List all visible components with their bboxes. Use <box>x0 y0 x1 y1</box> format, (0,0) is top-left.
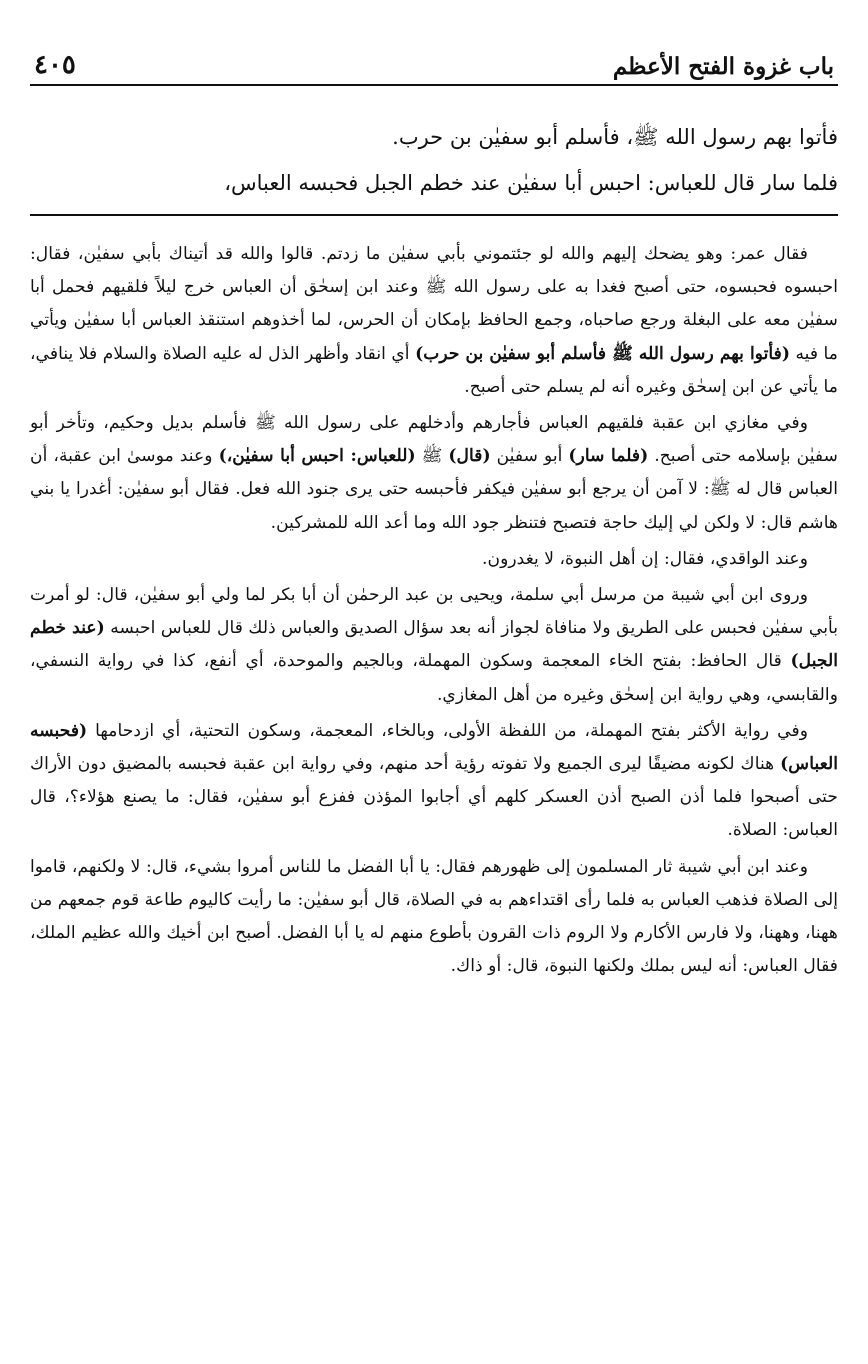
text-run: أبو سفيٰن <box>490 446 569 467</box>
quoted-text: (للعباس: احبس أبا سفيٰن،) <box>218 446 416 467</box>
quoted-text: (قال) <box>448 446 491 467</box>
text-run: أي انقاد وأظهر الذل له عليه الصلاة والسلام فلا ينافي، ما يأتي عن ابن إسحٰق وغيره أنه لم يسلم حتى أصبح. <box>30 343 838 397</box>
commentary-paragraph <box>30 238 838 404</box>
text-run: وروى ابن أبي شيبة من مرسل أبي سلمة، ويحيى بن عبد الرحمٰن أن أبا بكر لما ولي أبو سفيٰن، قال: لو أمرت بأبي سفيٰن فحبس على الطريق ولا منافاة لجواز أنه بعد سؤال الصديق والعباس ذلك قال للعباس احبسه <box>30 585 839 639</box>
commentary <box>30 238 838 983</box>
text-run: فقال عمر: وهو يضحك إليهم والله لو جئتموني بأبي سفيٰن ما زدتم. قالوا والله قد أتيناك بأبي سفيٰن، فقال: احبسوه فحبسوه، حتى أصبح فغدا به على رسول الله ﷺ وعند ابن إسحٰق أن العباس خرج ليلاً فلقيهم فحمل أبا سفيٰن معه على البغلة ورجع صاحباه، وجمع الحافظ بإمكان أن الحرس، لما أخذوهم استنقذ العباس أبا سفيٰن ويأتي ما فيه <box>30 244 838 364</box>
chapter-title: باب غزوة الفتح الأعظم <box>612 53 834 80</box>
commentary-paragraph: وعند الواقدي، فقال: إن أهل النبوة، لا يغدرون. <box>482 548 808 569</box>
commentary-paragraph <box>30 715 838 848</box>
main-text-line: فأتوا بهم رسول الله ﷺ، فأسلم أبو سفيٰن بن حرب. <box>392 125 838 149</box>
commentary-paragraph <box>30 579 838 712</box>
quoted-text: (فحبسه العباس) <box>30 720 838 775</box>
text-run: وعند موسىٰ ابن عقبة، أن العباس قال له ﷺ: لا آمن أن يرجع أبو سفيٰن فيكفر فأحبسه حتى يرى جنود الله فعل. فقال أبو سفيٰن: أغدرا يا بني هاشم قال: لا ولكن لي إليك حاجة فتصبح فتنظر جود الله وما أعد الله للمشركين. <box>30 446 838 533</box>
page-number: ٤٠٥ <box>34 50 76 80</box>
commentary-paragraph: وعند ابن أبي شيبة ثار المسلمون إلى ظهورهم فقال: يا أبا الفضل ما للناس أمروا بشيء، قال: لا ولكنهم، قاموا إلى الصلاة فذهب العباس به فلما رأى اقتداءهم به في الصلاة، قال أبو سفيٰن: ما رأيت كاليوم طاعة قوم جمعهم من ههنا، وههنا، ولا فارس الأكارم ولا الروم ذات القرون بأطوع منهم له يا أبا الفضل. أصبح ابن أخيك والله عظيم الملك، فقال العباس: أنه ليس بملك ولكنها النبوة، قال: أو ذاك. <box>30 856 838 977</box>
text-run: وفي رواية الأكثر بفتح المهملة، من اللفظة الأولى، وبالخاء، المعجمة، وسكون التحتية، أي ازدحامها <box>87 720 808 741</box>
commentary-paragraph <box>30 407 838 540</box>
text-run: ﷺ <box>415 446 449 467</box>
main-text <box>30 114 838 216</box>
quoted-text: (فلما سار) <box>568 446 649 467</box>
page-header <box>30 38 838 86</box>
text-run: هناك لكونه مضيقًا ليرى الجميع ولا تفوته رؤية أحد منهم، وفي رواية ابن عقبة فحبسه بالمضيق دون الأراك حتى أصبحوا فلما أذن الصبح أذن العسكر كلهم أي أجابوا المؤذن ففزع أبو سفيٰن، فقال: ما يصنع هؤلاء؟، قال العباس: الصلاة. <box>30 754 838 841</box>
main-text-line: فلما سار قال للعباس: احبس أبا سفيٰن عند خطم الجبل فحبسه العباس، <box>224 171 838 195</box>
quoted-text: (فأتوا بهم رسول الله ﷺ فأسلم أبو سفيٰن بن حرب) <box>415 343 790 364</box>
quoted-text: (عند خطم الجبل) <box>30 618 838 672</box>
text-run: قال الحافظ: بفتح الخاء المعجمة وسكون المهملة، وبالجيم والموحدة، أي أنفع، كذا في رواية النسفي، والقابسي، وهي رواية ابن إسحٰق وغيره من أهل المغازي. <box>30 651 838 705</box>
text-run: وفي مغازي ابن عقبة فلقيهم العباس فأجارهم وأدخلهم على رسول الله ﷺ فأسلم بديل وحكيم، وتأخر أبو سفيٰن بإسلامه حتى أصبح. <box>30 413 838 467</box>
